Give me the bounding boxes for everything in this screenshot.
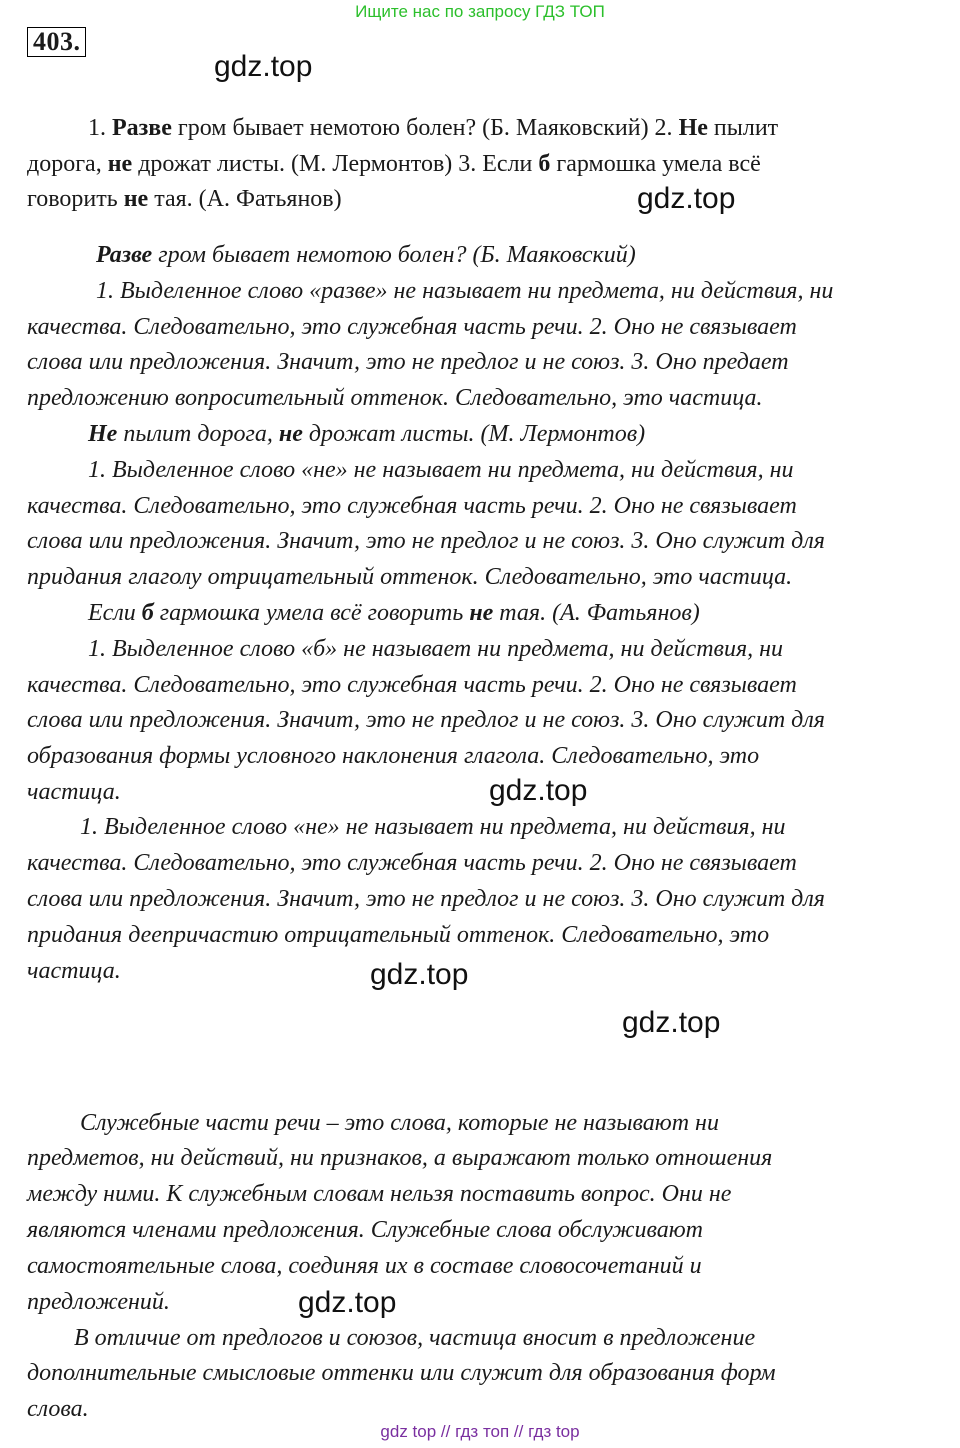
- analysis-line: качества. Следовательно, это служебная часть речи. 2. Оно не связывает: [27, 314, 797, 340]
- analysis-line: качества. Следовательно, это служебная часть речи. 2. Оно не связывает: [27, 850, 797, 876]
- analysis-line: частица.: [27, 779, 121, 805]
- task-line-1: 1. Разве гром бывает немотою болен? (Б. Маяковский) 2. Не пылит: [88, 115, 779, 141]
- theory-line: В отличие от предлогов и союзов, частица вносит в предложение: [74, 1325, 756, 1351]
- theory-line: Служебные части речи – это слова, которые не называют ни: [80, 1110, 719, 1136]
- analysis-line: качества. Следовательно, это служебная часть речи. 2. Оно не связывает: [27, 672, 797, 698]
- analysis-line: слова или предложения. Значит, это не предлог и не союз. 3. Оно служит для: [27, 886, 825, 912]
- theory-line: являются членами предложения. Служебные слова обслуживают: [27, 1217, 703, 1243]
- analysis-line: качества. Следовательно, это служебная часть речи. 2. Оно не связывает: [27, 493, 797, 519]
- task-number: 403.: [27, 27, 86, 57]
- analysis-line: 1. Выделенное слово «не» не называет ни предмета, ни действия, ни: [80, 814, 786, 840]
- analysis-line: образования формы условного наклонения глагола. Следовательно, это: [27, 743, 760, 769]
- theory-line: предметов, ни действий, ни признаков, а выражают только отношения: [27, 1145, 773, 1171]
- theory-line: самостоятельные слова, соединяя их в составе словосочетаний и: [27, 1253, 702, 1279]
- watermark: gdz.top: [298, 1286, 397, 1319]
- analysis-line: 1. Выделенное слово «не» не называет ни предмета, ни действия, ни: [88, 457, 794, 483]
- analysis-sentence-1: Разве гром бывает немотою болен? (Б. Маяковский): [96, 242, 636, 268]
- analysis-line: придания глаголу отрицательный оттенок. Следовательно, это частица.: [27, 564, 793, 590]
- task-line-2: дорога, не дрожат листы. (М. Лермонтов) 3. Если б гармошка умела всё: [27, 151, 761, 177]
- footer-links[interactable]: gdz top // гдз топ // гдз top: [380, 1422, 580, 1441]
- theory-line: дополнительные смысловые оттенки или служит для образования форм: [27, 1360, 776, 1386]
- analysis-line: слова или предложения. Значит, это не предлог и не союз. 3. Оно служит для: [27, 528, 825, 554]
- analysis-line: придания деепричастию отрицательный оттенок. Следовательно, это: [27, 922, 770, 948]
- analysis-line: предложению вопросительный оттенок. Следовательно, это частица.: [27, 385, 763, 411]
- analysis-line: частица.: [27, 958, 121, 984]
- analysis-line: 1. Выделенное слово «б» не называет ни предмета, ни действия, ни: [88, 636, 784, 662]
- analysis-line: 1. Выделенное слово «разве» не называет ни предмета, ни действия, ни: [96, 278, 834, 304]
- search-banner[interactable]: Ищите нас по запросу ГДЗ ТОП: [355, 2, 605, 21]
- theory-line: слова.: [27, 1396, 89, 1422]
- analysis-sentence-2: Не пылит дорога, не дрожат листы. (М. Лермонтов): [88, 421, 646, 447]
- analysis-line: слова или предложения. Значит, это не предлог и не союз. 3. Оно предает: [27, 349, 789, 375]
- watermark: gdz.top: [637, 182, 736, 215]
- watermark: gdz.top: [370, 958, 469, 991]
- theory-line: предложений.: [27, 1289, 170, 1315]
- watermark: gdz.top: [489, 774, 588, 807]
- analysis-line: слова или предложения. Значит, это не предлог и не союз. 3. Оно служит для: [27, 707, 825, 733]
- task-line-3: говорить не тая. (А. Фатьянов): [27, 186, 342, 212]
- analysis-sentence-3: Если б гармошка умела всё говорить не тая. (А. Фатьянов): [88, 600, 700, 626]
- watermark: gdz.top: [214, 50, 313, 83]
- watermark: gdz.top: [622, 1006, 721, 1039]
- theory-line: между ними. К служебным словам нельзя поставить вопрос. Они не: [27, 1181, 732, 1207]
